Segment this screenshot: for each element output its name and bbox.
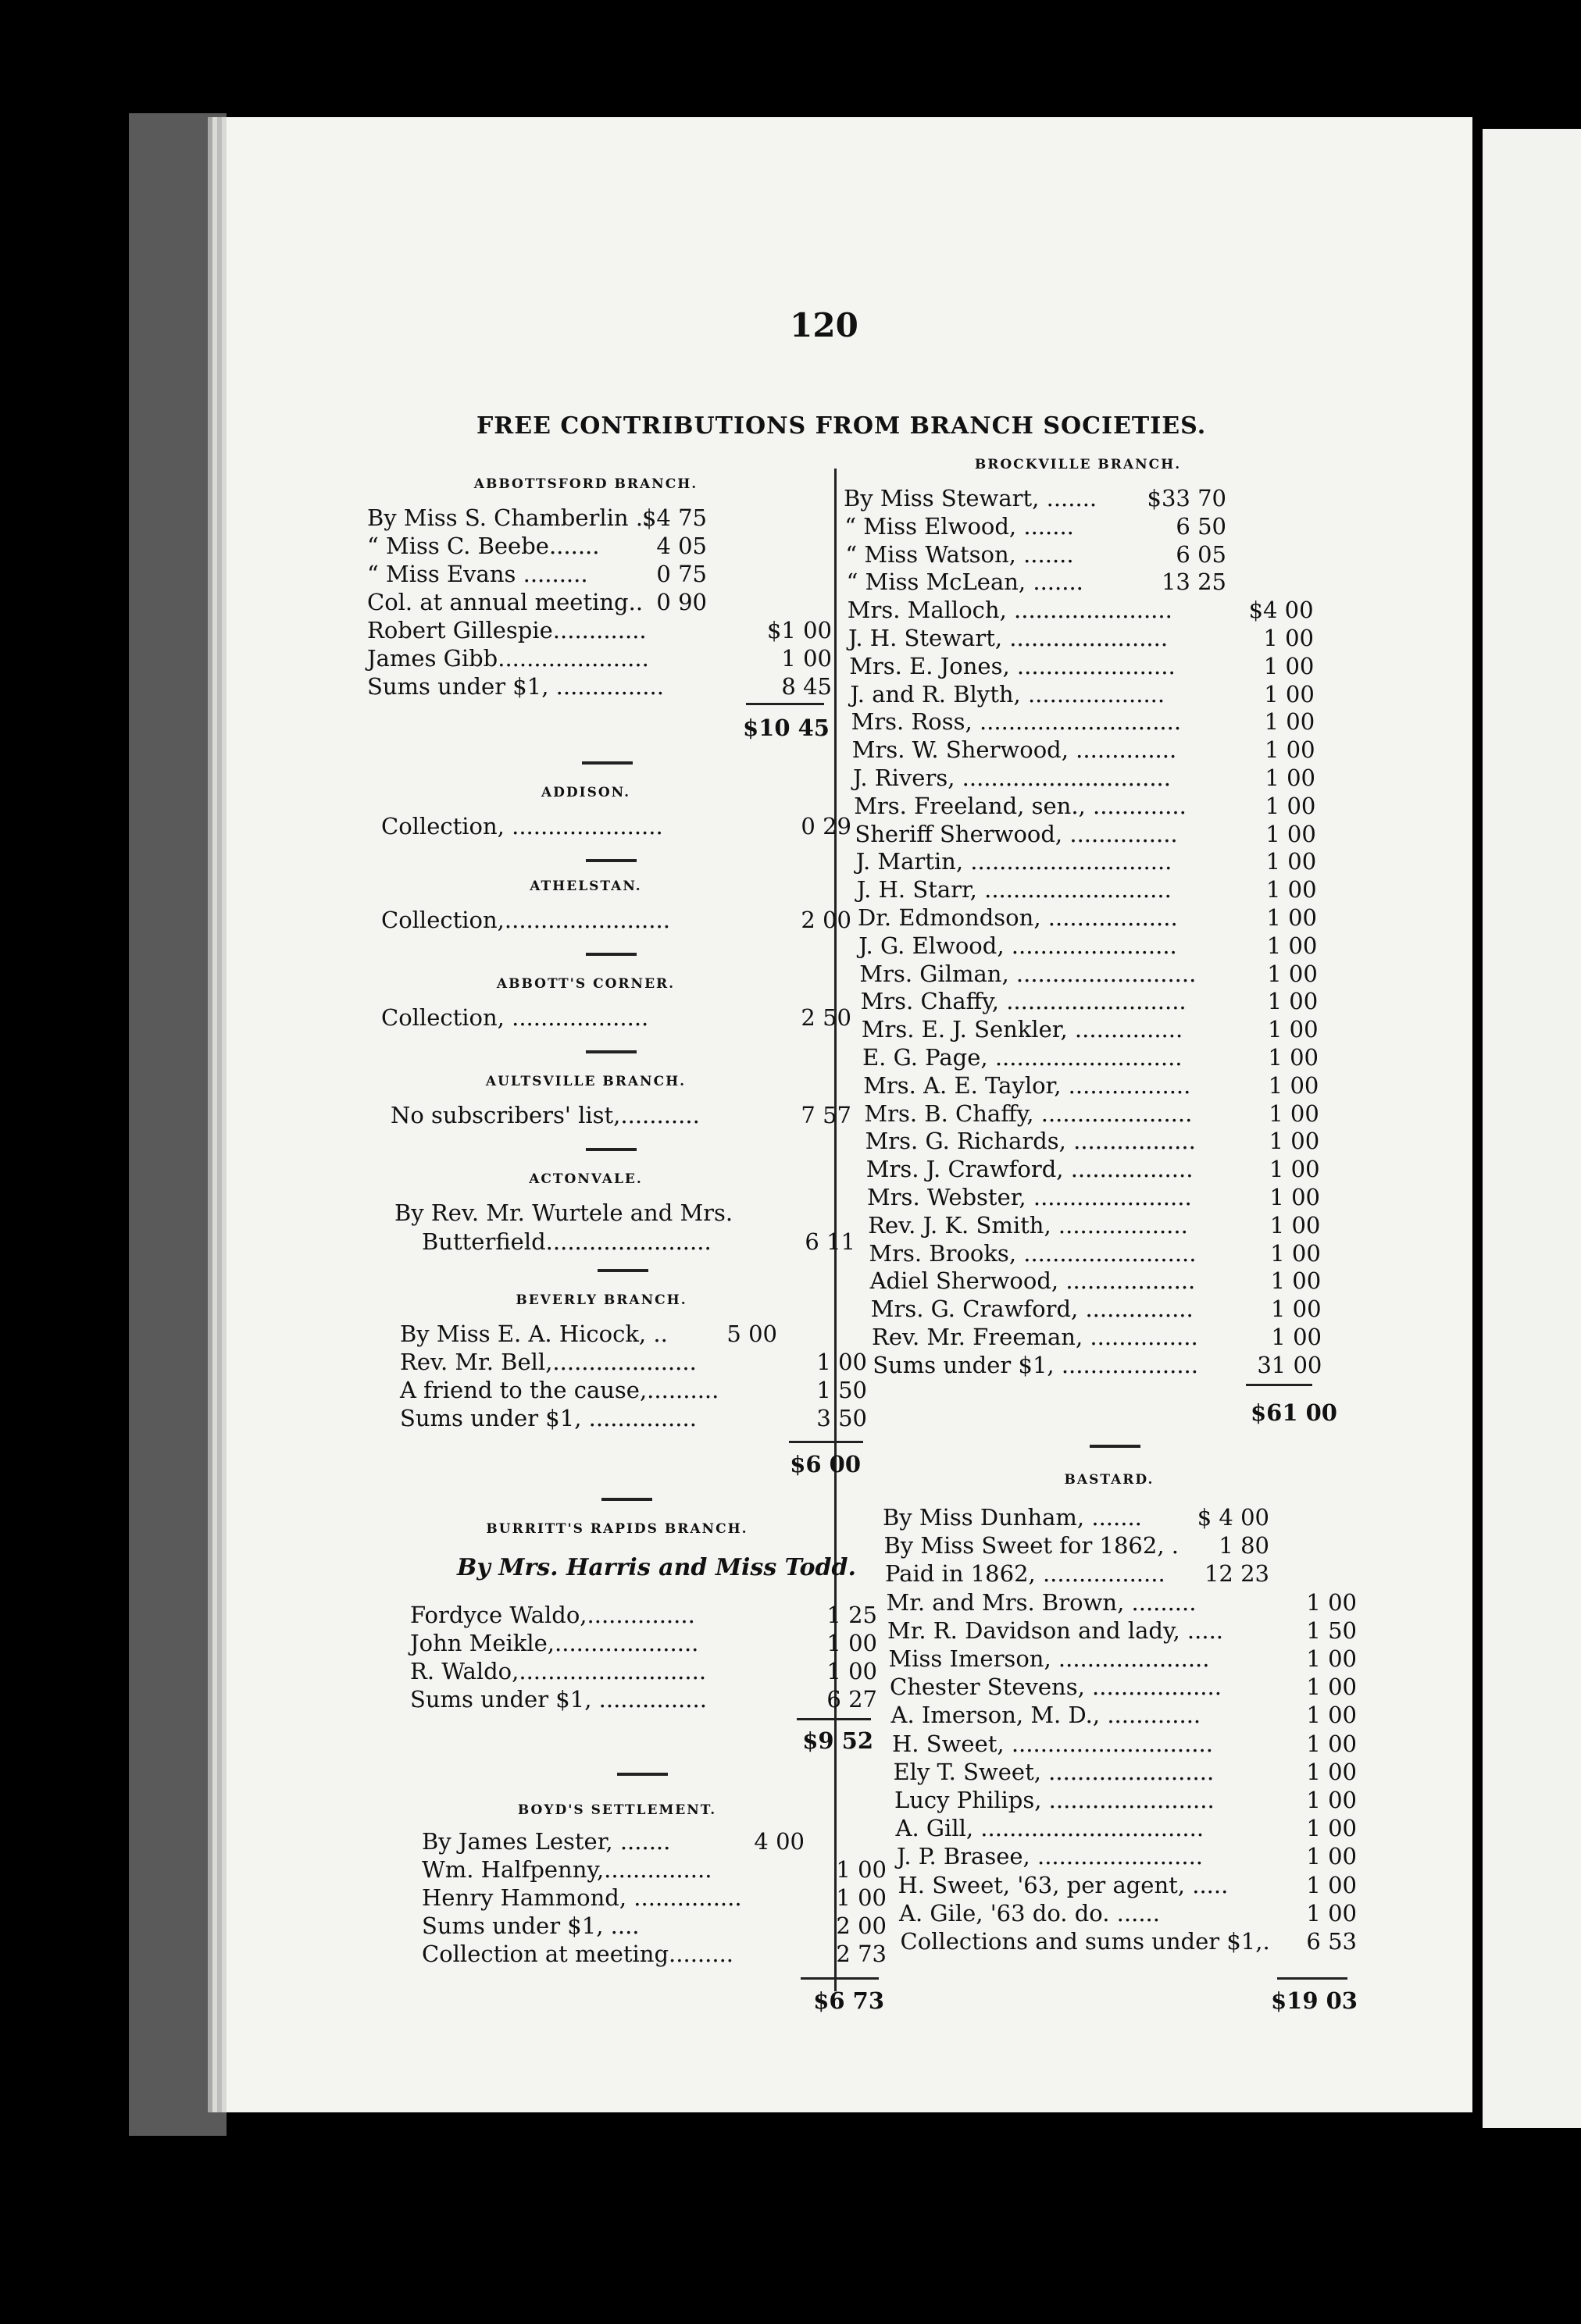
ledger-row — [381, 906, 851, 934]
sub-amount: $ 4 00 — [1197, 1504, 1269, 1531]
ledger-row — [854, 792, 1315, 820]
contributor-name: E. G. Page, .......................... — [862, 1044, 1183, 1071]
contributor-name: By Miss Stewart, ....... — [844, 485, 1097, 511]
section-separator — [1090, 1445, 1140, 1448]
contributor-name: Mr. R. Davidson and lady, ..... — [887, 1616, 1224, 1644]
contributor-name: Dr. Edmondson, .................. — [858, 904, 1178, 931]
ledger-row — [422, 1228, 855, 1256]
contributor-name: Paid in 1862, ................. — [885, 1560, 1165, 1588]
ledger-row — [864, 1100, 1319, 1128]
amount: 1 00 — [1306, 1815, 1357, 1842]
ledger-row — [381, 1003, 851, 1032]
amount: 1 00 — [1265, 820, 1316, 847]
contributor-name: J. H. Starr, .......................... — [856, 876, 1172, 904]
amount: 1 00 — [1267, 988, 1319, 1015]
section-separator — [582, 761, 633, 765]
contributor-name: By Miss S. Chamberlin .. — [367, 504, 651, 531]
amount: 1 00 — [1266, 932, 1318, 959]
ledger-row — [858, 904, 1317, 932]
amount: 1 00 — [826, 1658, 877, 1684]
ledger-row — [850, 680, 1314, 708]
amount: 1 00 — [1269, 1100, 1319, 1127]
ledger-row — [848, 624, 1314, 652]
ledger-row — [884, 1531, 1358, 1559]
contributor-name: Mrs. B. Chaffy, ..................... — [864, 1100, 1193, 1127]
amount: 8 45 — [781, 673, 832, 700]
contributor-name: By Miss E. A. Hicock, .. — [400, 1321, 668, 1347]
ledger-row — [872, 1323, 1322, 1351]
ledger-row — [400, 1348, 867, 1376]
contributor-name: “ Miss C. Beebe....... — [367, 533, 600, 559]
contributor-name: J. P. Brasee, ....................... — [897, 1843, 1204, 1870]
amount: 1 00 — [1264, 708, 1315, 736]
amount: 31 00 — [1257, 1351, 1322, 1378]
ledger-row: By Rev. Mr. Wurtele and Mrs. — [394, 1199, 733, 1226]
amount: 6 27 — [826, 1686, 877, 1713]
amount: 1 00 — [1271, 1296, 1322, 1323]
amount: 1 00 — [1267, 960, 1318, 987]
amount: 1 00 — [1268, 1016, 1319, 1043]
amount: 1 00 — [1268, 1044, 1319, 1071]
sub-amount: 0 90 — [656, 589, 707, 615]
contributor-name: Fordyce Waldo,............... — [410, 1602, 695, 1628]
ledger-row — [896, 1814, 1358, 1842]
amount: 1 00 — [1270, 1239, 1321, 1267]
contributor-name: Chester Stevens, .................. — [890, 1673, 1222, 1701]
sub-amount: $4 75 — [641, 504, 707, 531]
page-title: FREE CONTRIBUTIONS FROM BRANCH SOCIETIES. — [476, 412, 1207, 440]
amount: 1 00 — [1263, 625, 1314, 651]
amount: 7 57 — [801, 1102, 851, 1128]
amount: 1 00 — [1264, 680, 1315, 708]
contributor-name: Collection, ..................... — [381, 813, 663, 839]
section-total: $19 03 — [1271, 1987, 1358, 2014]
section-subheading: By Mrs. Harris and Miss Todd. — [457, 1554, 856, 1581]
contributor-name: Mrs. G. Richards, ................. — [865, 1128, 1196, 1155]
contributor-name: A. Gile, '63 do. do. ...... — [899, 1899, 1160, 1927]
ledger-row — [889, 1645, 1358, 1673]
section-heading: BROCKVILLE BRANCH. — [974, 457, 1182, 472]
contributor-name: Mrs. Freeland, sen., ............. — [854, 792, 1187, 819]
amount: $4 00 — [1248, 597, 1314, 624]
sum-rule — [1277, 1977, 1347, 1980]
section-heading: ABBOTT'S CORNER. — [496, 976, 676, 992]
section-heading: ADDISON. — [541, 785, 631, 800]
ledger-row — [863, 1071, 1319, 1100]
ledger-row — [852, 736, 1315, 764]
contributor-name: A friend to the cause,.......... — [400, 1377, 719, 1403]
ledger-row — [862, 1043, 1319, 1071]
contributor-name: Sums under $1, ................... — [873, 1351, 1198, 1378]
section-total: $10 45 — [743, 715, 830, 741]
contributor-name: H. Sweet, '63, per agent, ..... — [898, 1871, 1229, 1898]
contributor-name: Wm. Halfpenny,............... — [422, 1856, 712, 1883]
amount: 1 00 — [826, 1630, 877, 1656]
amount: 1 00 — [1271, 1324, 1322, 1350]
contributor-name: Lucy Philips, ....................... — [894, 1787, 1215, 1813]
ledger-row — [853, 764, 1315, 792]
amount: 1 00 — [1269, 1128, 1320, 1155]
sub-amount: 13 25 — [1161, 569, 1226, 596]
ledger-row — [400, 1376, 867, 1404]
amount: 1 00 — [1270, 1267, 1322, 1295]
section-heading: ABBOTTSFORD BRANCH. — [473, 476, 698, 492]
ledger-row — [894, 1786, 1357, 1814]
contributor-name: Mr. and Mrs. Brown, ......... — [886, 1588, 1197, 1616]
contributor-name: Adiel Sherwood, .................. — [869, 1267, 1196, 1295]
amount: 1 00 — [1268, 1071, 1319, 1099]
ledger-row — [901, 1927, 1358, 1955]
contributor-name: Mrs. W. Sherwood, .............. — [851, 736, 1177, 764]
section-total: $6 00 — [790, 1451, 861, 1477]
ledger-row — [883, 1503, 1357, 1531]
sub-amount: $33 70 — [1147, 485, 1226, 511]
section-separator — [586, 1148, 637, 1151]
ledger-row — [422, 1855, 887, 1884]
ledger-row — [861, 987, 1319, 1015]
ledger-row — [867, 1183, 1320, 1211]
section-heading: BEVERLY BRANCH. — [516, 1292, 687, 1308]
contributor-name: Robert Gillespie............. — [367, 617, 647, 643]
contributor-name: Sums under $1, ............... — [400, 1405, 697, 1431]
sum-rule — [801, 1977, 879, 1980]
ledger-row — [410, 1601, 877, 1629]
contributor-name: Col. at annual meeting.. — [367, 589, 644, 615]
ledger-row — [899, 1899, 1357, 1927]
contributor-name: Mrs. Gilman, ......................... — [859, 960, 1197, 987]
ledger-row — [410, 1685, 877, 1713]
sub-amount: 12 23 — [1204, 1560, 1269, 1588]
amount: 1 00 — [1265, 765, 1315, 791]
contributor-name: J. Rivers, ............................. — [853, 765, 1171, 791]
contributor-name: A. Imerson, M. D., ............. — [890, 1702, 1201, 1729]
contributor-name: By Miss Dunham, ....... — [883, 1504, 1142, 1531]
amount: $1 00 — [766, 617, 832, 643]
contributor-name: Butterfield....................... — [422, 1228, 712, 1255]
ledger-row — [422, 1940, 887, 1968]
ledger-row — [887, 1588, 1358, 1616]
contributor-name: J. G. Elwood, ....................... — [858, 932, 1177, 959]
section-separator — [598, 1269, 648, 1272]
amount: 1 00 — [1269, 1184, 1320, 1210]
ledger-row — [367, 616, 832, 644]
sum-rule — [1246, 1384, 1312, 1386]
section-heading: BOYD'S SETTLEMENT. — [517, 1802, 717, 1818]
section-separator — [617, 1773, 668, 1776]
ledger-row — [847, 568, 1314, 596]
contributor-name: J. and R. Blyth, ................... — [850, 680, 1165, 708]
section-separator — [601, 1498, 652, 1501]
ledger-row — [862, 1015, 1319, 1043]
section-separator — [586, 953, 637, 956]
amount: 1 00 — [836, 1884, 887, 1911]
amount: 1 00 — [1269, 1211, 1321, 1239]
ledger-row — [873, 1351, 1322, 1379]
amount: 1 00 — [1266, 876, 1317, 904]
ledger-row — [367, 588, 832, 616]
amount: 1 00 — [1306, 1673, 1357, 1701]
ledger-row — [400, 1320, 867, 1348]
ledger-row — [871, 1295, 1322, 1323]
ledger-row — [885, 1559, 1357, 1588]
ledger-row — [848, 596, 1314, 624]
contributor-name: Mrs. Brooks, ........................ — [869, 1239, 1197, 1267]
contributor-name: Collection,....................... — [381, 907, 670, 933]
contributor-name: Mrs. Chaffy, ......................... — [860, 988, 1187, 1015]
amount: 1 00 — [1306, 1787, 1357, 1813]
ledger-row — [367, 504, 832, 532]
facing-page — [1483, 129, 1581, 2128]
amount: 1 00 — [1306, 1843, 1357, 1870]
contributor-name: By James Lester, ....... — [422, 1828, 671, 1855]
ledger-row — [865, 1127, 1320, 1155]
amount: 1 00 — [836, 1856, 887, 1883]
ledger-row — [869, 1239, 1320, 1267]
contributor-name: H. Sweet, ............................ — [892, 1730, 1213, 1757]
amount: 6 11 — [805, 1228, 855, 1255]
ledger-row — [367, 644, 832, 672]
sub-amount: 0 75 — [656, 561, 707, 587]
ledger-row — [890, 1673, 1357, 1701]
amount: 0 29 — [801, 813, 851, 839]
section-total: $9 52 — [802, 1727, 873, 1754]
ledger-row — [898, 1871, 1358, 1899]
section-heading: ATHELSTAN. — [530, 879, 642, 894]
contributor-name: Sums under $1, ............... — [367, 673, 664, 700]
ledger-row — [422, 1827, 887, 1855]
contributor-name: “ Miss Elwood, ....... — [844, 512, 1074, 540]
ledger-row — [858, 932, 1317, 960]
contributor-name: Henry Hammond, ............... — [422, 1884, 742, 1911]
ledger-row — [870, 1267, 1322, 1295]
ledger-row — [859, 960, 1317, 988]
ledger-row — [897, 1842, 1357, 1870]
contributor-name: John Meikle,.................... — [410, 1630, 699, 1656]
sum-rule — [789, 1441, 863, 1443]
contributor-name: Mrs. E. Jones, ...................... — [849, 652, 1176, 679]
section-heading: BASTARD. — [1064, 1472, 1155, 1488]
amount: 2 50 — [801, 1004, 851, 1031]
sub-amount: 6 50 — [1176, 512, 1226, 540]
ledger-row — [381, 812, 851, 840]
contributor-name: James Gibb..................... — [367, 645, 649, 672]
section-separator — [586, 859, 637, 862]
ledger-row — [410, 1657, 877, 1685]
amount: 1 00 — [1306, 1645, 1357, 1672]
ledger-row — [868, 1211, 1320, 1239]
ledger-row — [891, 1701, 1358, 1729]
sum-rule — [746, 703, 824, 705]
contributor-name: Rev. Mr. Bell,.................... — [400, 1349, 697, 1375]
contributor-name: Sheriff Sherwood, ............... — [855, 820, 1178, 847]
ledger-row — [866, 1155, 1320, 1183]
ledger-row — [845, 540, 1312, 569]
contributor-name: R. Waldo,.......................... — [410, 1658, 707, 1684]
contributor-name: Mrs. Malloch, ...................... — [847, 597, 1172, 624]
section-heading: ACTONVALE. — [529, 1171, 643, 1187]
contributor-name: Mrs. Webster, ...................... — [867, 1184, 1192, 1210]
amount: 2 00 — [801, 907, 851, 933]
amount: 6 53 — [1306, 1928, 1357, 1955]
contributor-name: Mrs. Ross, ............................ — [851, 708, 1182, 736]
ledger-row — [410, 1629, 877, 1657]
sub-amount: 4 00 — [754, 1828, 805, 1855]
ledger-row — [422, 1912, 887, 1940]
contributor-name: Collection, ................... — [381, 1004, 649, 1031]
ledger-row — [856, 847, 1317, 875]
sub-amount: 4 05 — [656, 533, 707, 559]
contributor-name: J. Martin, ............................ — [855, 848, 1172, 875]
amount: 1 00 — [1306, 1899, 1357, 1927]
sub-amount: 1 80 — [1219, 1532, 1269, 1559]
amount: 1 00 — [1306, 1871, 1357, 1898]
amount: 1 00 — [1265, 792, 1316, 819]
ledger-row — [400, 1404, 867, 1432]
section-total: $61 00 — [1251, 1399, 1337, 1426]
section-total: $6 73 — [813, 1987, 884, 2014]
contributor-name: “ Miss Watson, ....... — [845, 540, 1074, 568]
amount: 2 00 — [836, 1912, 887, 1939]
ledger-row — [422, 1884, 887, 1912]
amount: 1 00 — [1266, 904, 1317, 931]
contributor-name: By Miss Sweet for 1862, . — [883, 1532, 1179, 1559]
contributor-name: Ely T. Sweet, ....................... — [893, 1758, 1215, 1785]
contributor-name: Sums under $1, ............... — [410, 1686, 707, 1713]
ledger-row — [892, 1730, 1357, 1758]
amount: 1 00 — [1269, 1156, 1320, 1183]
contributor-name: Mrs. G. Crawford, ............... — [870, 1296, 1194, 1323]
amount: 1 00 — [781, 645, 832, 672]
ledger-row — [391, 1101, 851, 1129]
contributor-name: Sums under $1, .... — [422, 1912, 640, 1939]
book-edge — [129, 113, 227, 2136]
section-heading: AULTSVILLE BRANCH. — [485, 1074, 687, 1089]
contributor-name: A. Gill, ............................... — [895, 1815, 1204, 1842]
contributor-name: Collection at meeting......... — [422, 1941, 734, 1967]
amount: 1 00 — [1263, 652, 1315, 679]
amount: 1 00 — [1306, 1758, 1357, 1785]
amount: 1 00 — [816, 1349, 867, 1375]
amount: 2 73 — [836, 1941, 887, 1967]
contributor-name: “ Miss Evans ......... — [367, 561, 588, 587]
amount: 1 50 — [816, 1377, 867, 1403]
amount: 1 00 — [1265, 736, 1315, 764]
section-separator — [586, 1050, 637, 1053]
ledger-row — [844, 484, 1312, 512]
amount: 1 00 — [1306, 1588, 1357, 1616]
ledger-row — [849, 652, 1314, 680]
contributor-name: Rev. Mr. Freeman, ............... — [872, 1324, 1198, 1350]
sub-amount: 5 00 — [726, 1321, 777, 1347]
amount: 1 25 — [826, 1602, 877, 1628]
ledger-row — [857, 875, 1317, 904]
contributor-name: Mrs. E. J. Senkler, ............... — [861, 1016, 1183, 1043]
amount: 3 50 — [816, 1405, 867, 1431]
contributor-name: Rev. J. K. Smith, .................. — [868, 1211, 1188, 1239]
ledger-row — [844, 512, 1312, 540]
contributor-name: Mrs. J. Crawford, ................. — [865, 1156, 1194, 1183]
contributor-name: Collections and sums under $1,. — [900, 1928, 1270, 1955]
section-heading: BURRITT'S RAPIDS BRANCH. — [486, 1521, 748, 1537]
sub-amount: 6 05 — [1176, 540, 1226, 568]
contributor-name: “ Miss McLean, ....... — [846, 569, 1083, 596]
page-number: 120 — [790, 306, 858, 344]
ledger-row — [894, 1758, 1358, 1786]
ledger-row — [851, 708, 1315, 736]
ledger-row — [367, 560, 832, 588]
contributor-name: Mrs. A. E. Taylor, ................. — [863, 1071, 1191, 1099]
ledger-row — [887, 1616, 1357, 1645]
amount: 1 00 — [1306, 1702, 1357, 1729]
contributor-name: No subscribers' list,........... — [391, 1102, 700, 1128]
amount: 1 50 — [1306, 1616, 1357, 1644]
ledger-row — [367, 672, 832, 700]
contributor-name: Miss Imerson, ..................... — [888, 1645, 1210, 1672]
amount: 1 00 — [1265, 848, 1317, 875]
amount: 1 00 — [1306, 1730, 1357, 1757]
ledger-row — [367, 532, 832, 560]
sum-rule — [797, 1718, 871, 1720]
contributor-name: J. H. Stewart, ...................... — [848, 625, 1169, 651]
ledger-row — [855, 820, 1315, 848]
